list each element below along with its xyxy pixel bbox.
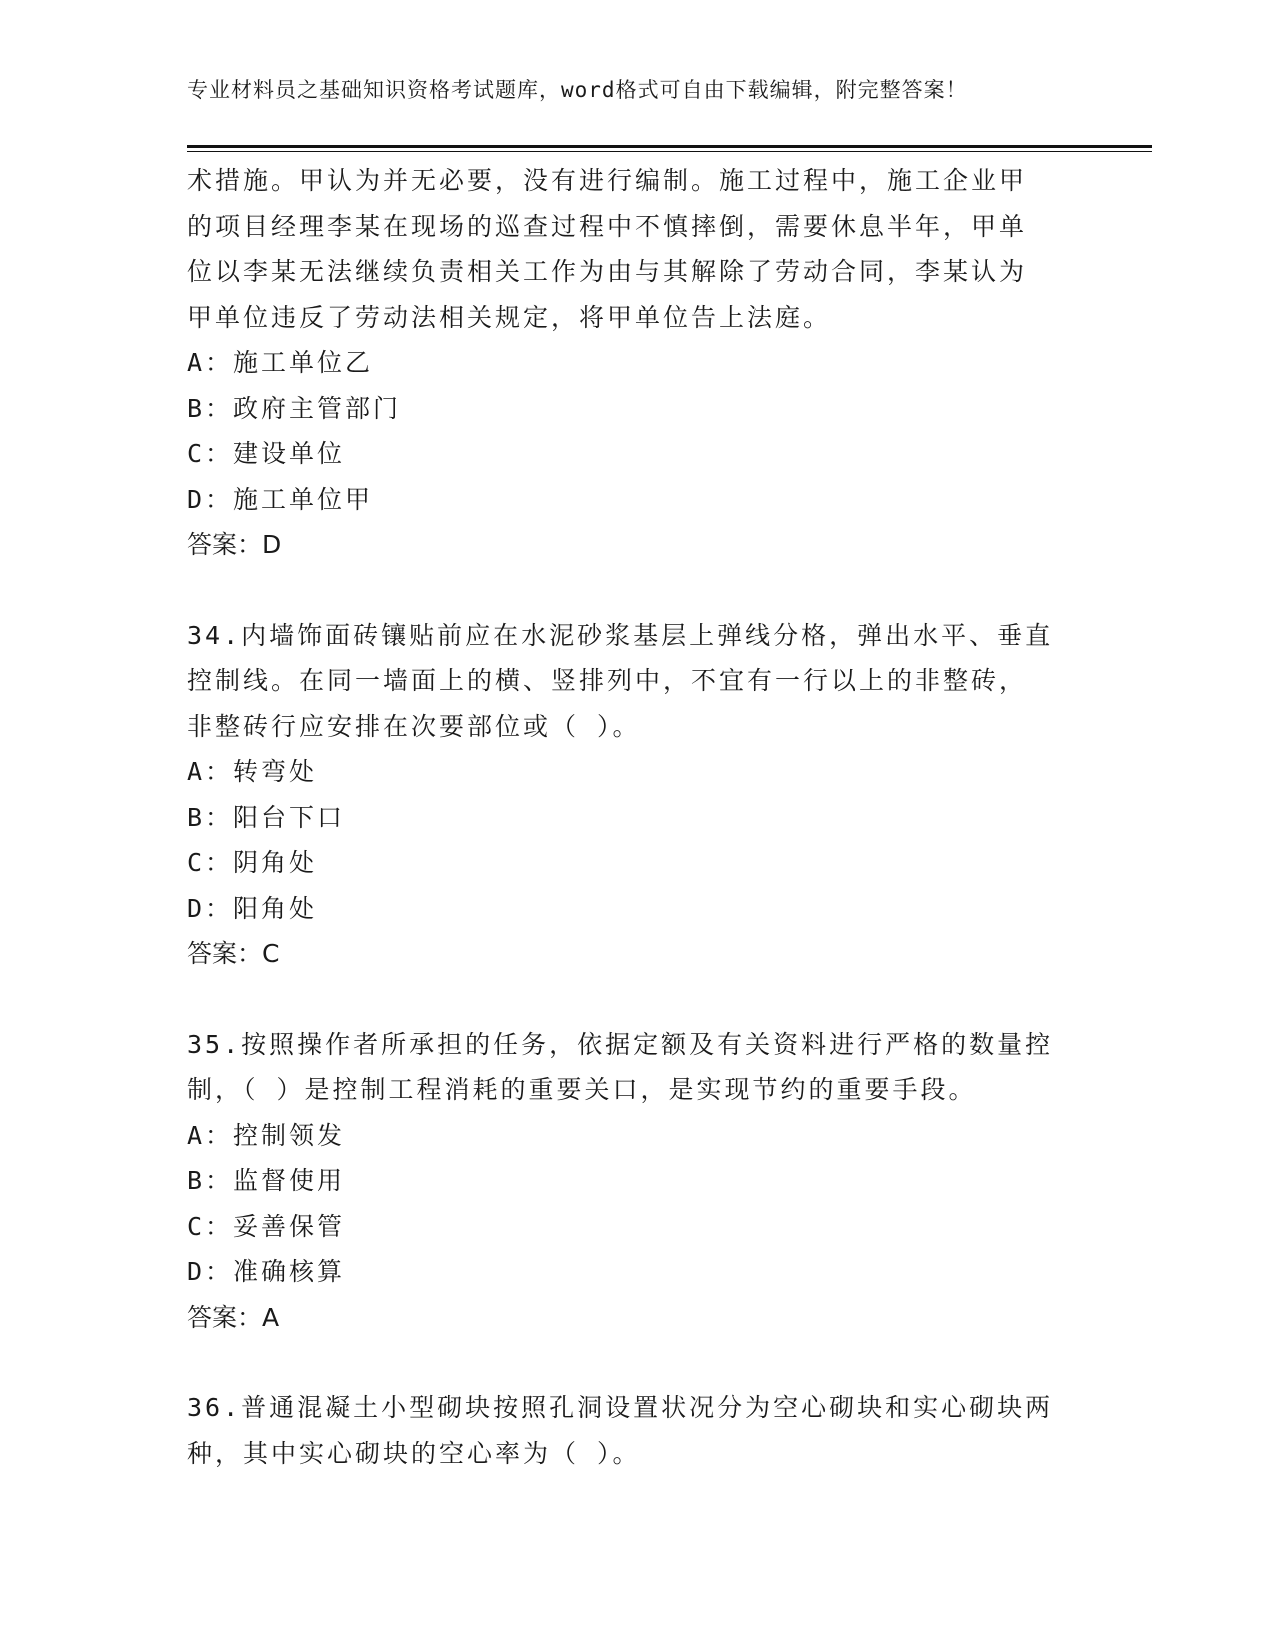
answer: 答案：D: [187, 530, 282, 559]
question-text-line: 术措施。甲认为并无必要，没有进行编制。施工过程中，施工企业甲: [187, 166, 1028, 195]
question-text-line: 甲单位违反了劳动法相关规定，将甲单位告上法庭。: [187, 302, 832, 332]
answer: 答案：C: [187, 939, 280, 968]
question-33-continuation: [187, 158, 1087, 568]
question-34: [187, 613, 1087, 977]
question-36: [187, 1385, 1087, 1476]
option-d: D：准确核算: [187, 1257, 346, 1286]
question-text-line: 的项目经理李某在现场的巡查过程中不慎摔倒，需要休息半年，甲单: [187, 211, 1028, 241]
answer: 答案：A: [187, 1302, 280, 1332]
question-text-line: 制，（ ）是控制工程消耗的重要关口，是实现节约的重要手段。: [187, 1075, 977, 1104]
page-header: 专业材料员之基础知识资格考试题库，word格式可自由下载编辑，附完整答案！: [187, 78, 968, 102]
question-text-line: 种，其中实心砌块的空心率为（ ）。: [187, 1438, 641, 1468]
option-c: C：建设单位: [187, 439, 346, 468]
option-a: A：转弯处: [187, 757, 318, 786]
header-rule: [187, 145, 1152, 152]
question-text-line: 非整砖行应安排在次要部位或（ ）。: [187, 711, 641, 741]
option-d: D：阳角处: [187, 893, 318, 923]
option-a: A：控制领发: [187, 1120, 346, 1150]
option-b: B：阳台下口: [187, 802, 346, 832]
option-a: A：施工单位乙: [187, 348, 374, 377]
option-d: D：施工单位甲: [187, 484, 374, 514]
question-content: [187, 158, 1087, 1476]
question-text-line: 36.普通混凝土小型砌块按照孔洞设置状况分为空心砌块和实心砌块两: [187, 1393, 1054, 1422]
question-text-line: 34.内墙饰面砖镶贴前应在水泥砂浆基层上弹线分格，弹出水平、垂直: [187, 620, 1054, 650]
option-b: B：监督使用: [187, 1166, 346, 1195]
question-text-line: 位以李某无法继续负责相关工作为由与其解除了劳动合同，李某认为: [187, 257, 1028, 286]
question-35: [187, 1022, 1087, 1341]
question-text-line: 控制线。在同一墙面上的横、竖排列中，不宜有一行以上的非整砖，: [187, 666, 1028, 695]
option-c: C：妥善保管: [187, 1211, 346, 1241]
question-text-line: 35.按照操作者所承担的任务，依据定额及有关资料进行严格的数量控: [187, 1029, 1054, 1059]
option-c: C：阴角处: [187, 848, 318, 877]
option-b: B：政府主管部门: [187, 393, 402, 423]
